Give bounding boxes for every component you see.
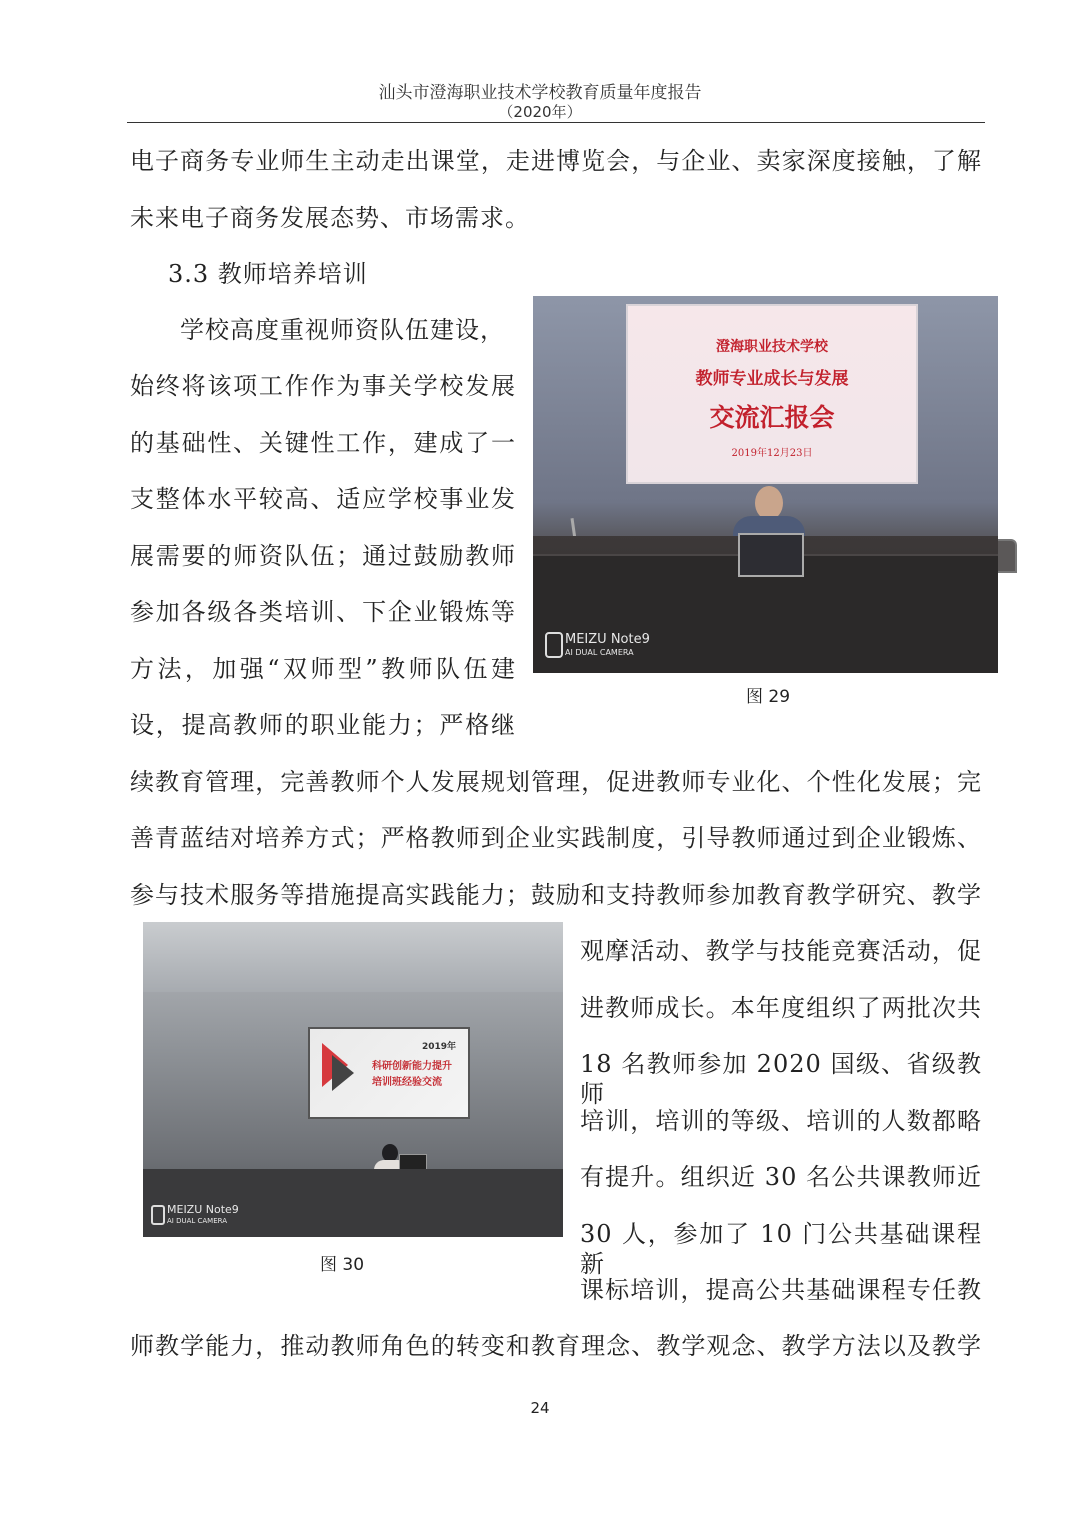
camera-icon — [151, 1205, 165, 1225]
paragraph-line: 18 名教师参加 2020 国级、省级教师 — [580, 1050, 982, 1108]
report-header-year: （2020年） — [498, 103, 582, 121]
watermark-model: MEIZU Note9 — [565, 632, 650, 647]
figure-30-caption: 图 30 — [320, 1255, 365, 1275]
watermark-model: MEIZU Note9 — [167, 1203, 239, 1216]
paragraph-line: 支整体水平较高、适应学校事业发 — [130, 485, 516, 513]
figure-29-photo — [533, 296, 998, 671]
watermark-sub: AI DUAL CAMERA — [167, 1217, 228, 1225]
ceiling — [143, 922, 563, 992]
screen-text: 教师专业成长与发展 — [695, 369, 849, 389]
paragraph-line: 的基础性、关键性工作，建成了一 — [130, 429, 516, 457]
paragraph-line: 未来电子商务发展态势、市场需求。 — [130, 204, 530, 232]
paragraph-line: 续教育管理，完善教师个人发展规划管理，促进教师专业化、个性化发展；完 — [130, 768, 982, 796]
paragraph-line: 课标培训，提高公共基础课程专任教 — [580, 1276, 982, 1304]
report-header-title: 汕头市澄海职业技术学校教育质量年度报告 — [378, 83, 702, 103]
page-number: 24 — [530, 1399, 550, 1417]
paragraph-line: 善青蓝结对培养方式；严格教师到企业实践制度，引导教师通过到企业锻炼、 — [130, 824, 982, 852]
paragraph-line: 有提升。组织近 30 名公共课教师近 — [580, 1163, 982, 1191]
screen-text: 科研创新能力提升 — [372, 1061, 452, 1072]
screen-text: 交流汇报会 — [709, 403, 835, 432]
paragraph-line: 30 人，参加了 10 门公共基础课程新 — [580, 1220, 982, 1278]
camera-icon — [545, 632, 563, 658]
laptop — [738, 533, 804, 577]
paragraph-line: 始终将该项工作作为事关学校发展 — [130, 372, 516, 400]
watermark-sub: AI DUAL CAMERA — [565, 648, 634, 657]
screen-text: 澄海职业技术学校 — [716, 339, 828, 355]
paragraph-line: 参与技术服务等措施提高实践能力；鼓励和支持教师参加教育教学研究、教学 — [130, 881, 982, 909]
paragraph-line: 观摩活动、教学与技能竞赛活动，促 — [580, 937, 982, 965]
paragraph-line: 方法，加强“双师型”教师队伍建 — [130, 655, 516, 683]
screen-text: 2019年12月23日 — [731, 448, 813, 459]
projection-screen — [308, 1027, 470, 1119]
paragraph-line: 电子商务专业师生主动走出课堂，走进博览会，与企业、卖家深度接触，了解 — [130, 147, 982, 175]
figure-30-photo — [143, 922, 563, 1237]
paragraph-line: 进教师成长。本年度组织了两批次共 — [580, 994, 982, 1022]
screen-text: 2019年 — [422, 1042, 457, 1052]
paragraph-line: 设，提高教师的职业能力；严格继 — [130, 711, 516, 739]
screen-text: 培训班经验交流 — [372, 1077, 442, 1088]
paragraph-line: 展需要的师资队伍；通过鼓励教师 — [130, 542, 516, 570]
header-divider — [127, 122, 985, 123]
projection-screen — [626, 304, 918, 484]
paragraph-line: 参加各级各类培训、下企业锻炼等 — [130, 598, 516, 626]
figure-29-caption: 图 29 — [746, 687, 791, 707]
paragraph-line: 师教学能力，推动教师角色的转变和教育理念、教学观念、教学方法以及教学 — [130, 1332, 982, 1360]
section-title: 3.3 教师培养培训 — [168, 260, 368, 288]
paragraph-line: 学校高度重视师资队伍建设， — [180, 316, 505, 344]
paragraph-line: 培训，培训的等级、培训的人数都略 — [580, 1107, 982, 1135]
